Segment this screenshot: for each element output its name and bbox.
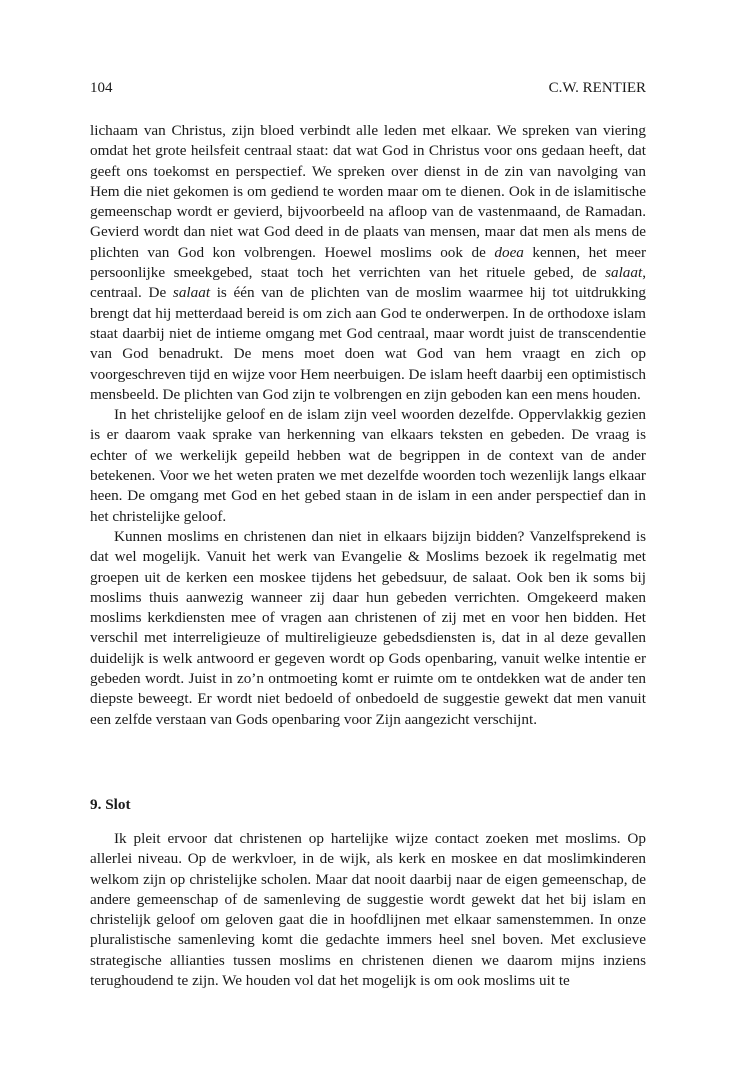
paragraph-1: [90, 121, 646, 405]
paragraph-1-part-2: kennen, het meer persoonlijke smeekgebed, staat toch het verrichten van het rituele gebed, de: [90, 243, 647, 282]
paragraph-3: Kunnen moslims en christenen dan niet in elkaars bijzijn bidden? Vanzelfsprekend is dat wel mogelijk. Vanuit het werk van Evangelie & Moslims bezoek ik regelmatig met groepen uit de kerken een moskee tijdens het gebedsuur, de salaat. Ook ben ik soms bij moslims thuis aanwezig wanneer zij daar hun gebeden verrichten. Omgekeerd maken moslims kerkdiensten mee of vragen aan christenen of zij met en voor hen bidden. Het verschil met interreligieuze of multireligieuze gebedsdiensten is, dat in al deze gevallen duidelijk is welk antwoord er gegeven wordt op Gods openbaring, vanuit welke intentie er gebeden wordt. Juist in zo’n ontmoeting komt er ruimte om te ontdekken wat de ander ten diepste beweegt. Er wordt niet bedoeld of onbedoeld de suggestie gewekt dat men vanuit een zelfde verstaan van Gods openbaring voor Zijn aangezicht verschijnt.: [90, 527, 646, 728]
paragraph-2: In het christelijke geloof en de islam zijn veel woorden dezelfde. Oppervlakkig gezien is er daarom vaak sprake van herkenning van elkaars teksten en gebeden. De vraag is echter of we werkelijk gepeild hebben wat de begrippen in de context van de ander betekenen. Voor we het weten praten we met dezelfde woorden toch wezenlijk langs elkaar heen. De omgang met God en het gebed staan in de islam in een ander perspectief dan in het christelijke geloof.: [90, 406, 646, 525]
term-salaat: salaat: [605, 264, 643, 282]
section-paragraph: Ik pleit ervoor dat christenen op hartelijke wijze contact zoeken met moslims. Op allerlei niveau. Op de werkvloer, in de wijk, als kerk en moskee en dat moslimkinderen welkom zijn op christelijke scholen. Maar dat nooit daarbij naar de eigen gemeenschap, de andere gemeenschap of de samenleving de suggestie wordt gewekt dat het bij islam en christelijk geloof om geloven gaat die in hoofdlijnen met elkaar samenstemmen. In onze pluralistische samenleving komt die gedachte immers heel snel boven. Met exclusieve strategische allianties tussen moslims en christenen dienen we daarom mijns inziens terughoudend te zijn. We houden vol dat het mogelijk is om ook moslims uit te: [90, 830, 646, 990]
section-heading: 9. Slot: [90, 796, 131, 813]
paragraph-1-part-1: lichaam van Christus, zijn bloed verbindt alle leden met elkaar. We spreken van viering omdat het grote heilsfeit centraal staat: dat wat God in Christus voor ons gedaan heeft, dat geeft ons toekomst en perspectief. We spreken over dienst in de zin van navolging van Hem die niet gekomen is om gediend te worden maar om te dienen. Ook in de islamitische gemeenschap wordt er gevierd, bijvoorbeeld na afloop van de vastenmaand, de Ramadan. Gevierd wordt dan niet wat God deed in de plaats van mensen, maar dat men als mens de plichten van God kon volbrengen. Hoewel moslims ook de: [90, 122, 646, 261]
page-number: 104: [90, 80, 113, 96]
term-doea: doea: [494, 243, 524, 261]
section-text: [90, 829, 646, 991]
author-name: C.W. RENTIER: [548, 80, 646, 96]
paragraph-1-part-4: is één van de plichten van de moslim waarmee hij tot uitdrukking brengt dat hij metterdaad bereid is om zich aan God te onderwerpen. In de orthodoxe islam staat daarbij niet de intieme omgang met God centraal, maar wordt juist de transcendentie van God benadrukt. De mens moet doen wat God van hem vraagt en zich op voorgeschreven tijd en wijze voor Hem neerbuigen. De islam heeft daarbij een optimistisch mensbeeld. De plichten van God zijn te volbrengen en zijn geboden kan een mens houden.: [90, 284, 647, 403]
paragraph-1-part-3: , centraal. De: [90, 264, 646, 302]
body-text: [90, 121, 646, 730]
running-head: [90, 78, 646, 98]
term-salaat: salaat: [172, 284, 211, 302]
